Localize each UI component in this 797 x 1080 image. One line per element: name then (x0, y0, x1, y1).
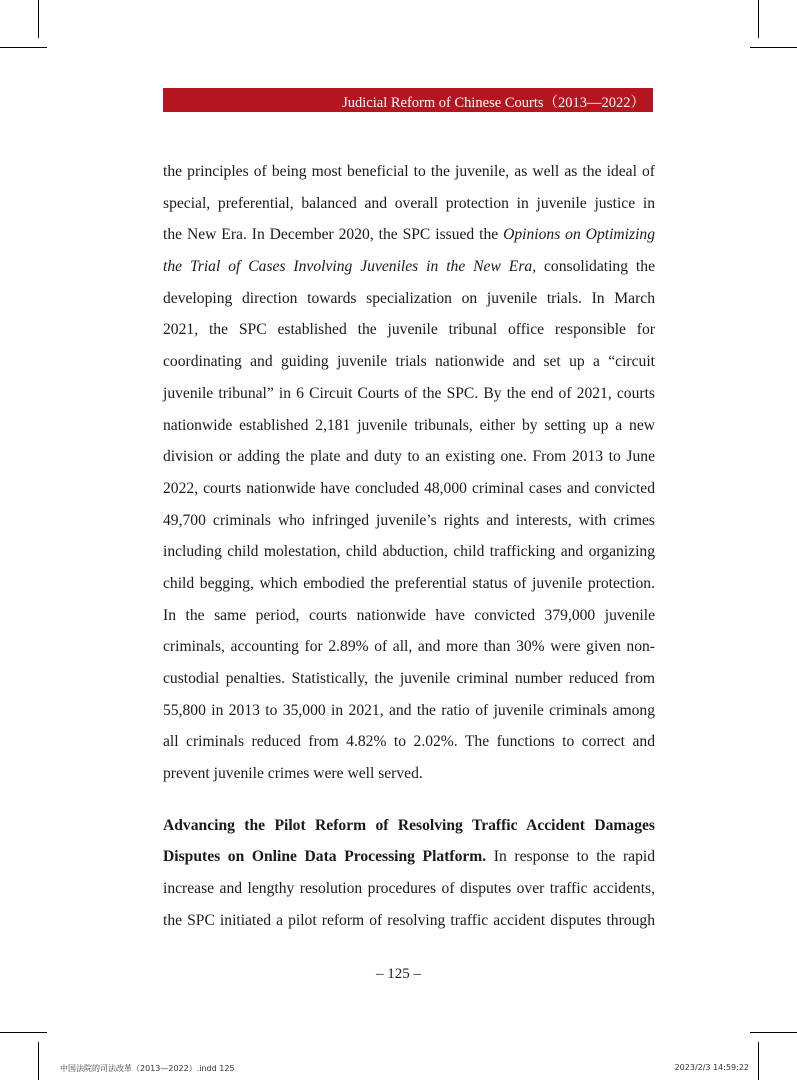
text-line (163, 251, 655, 283)
text-line (163, 695, 655, 727)
text-line (163, 663, 655, 695)
crop-mark (758, 1042, 759, 1080)
text-run: prevent juvenile crimes were well served. (163, 765, 423, 783)
text-run: , consolidating the (532, 258, 655, 276)
text-line (163, 600, 655, 632)
text-line (163, 810, 655, 842)
crop-mark (0, 1032, 47, 1033)
text-run: the Trial of Cases Involving Juveniles in the New Era (163, 258, 533, 276)
text-run: coordinating and guiding juvenile trials nationwide and set up a “circuit (163, 353, 655, 371)
text-run: increase and lengthy resolution procedures of disputes over traffic accidents, (163, 880, 655, 898)
crop-mark (750, 1032, 797, 1033)
page-number: – 125 – (376, 966, 421, 982)
slug-timestamp: 2023/2/3 14:59:22 (674, 1063, 749, 1072)
text-run: 2022, courts nationwide have concluded 48,000 criminal cases and convicted (163, 479, 655, 497)
text-line (163, 473, 655, 505)
text-line (163, 568, 655, 600)
text-line (163, 441, 655, 473)
text-line (163, 841, 655, 873)
text-line (163, 758, 655, 790)
text-run: Opinions on Optimizing (503, 226, 655, 244)
running-header (163, 88, 653, 112)
text-line (163, 314, 655, 346)
crop-mark (38, 0, 39, 38)
text-run: criminals, accounting for 2.89% of all, and more than 30% were given non- (163, 638, 655, 656)
slug-file-name: 中国法院的司法改革（2013—2022）.indd 125 (60, 1064, 235, 1073)
text-run: division or adding the plate and duty to an existing one. From 2013 to June (163, 448, 655, 466)
text-line (163, 505, 655, 537)
text-run: all criminals reduced from 4.82% to 2.02%. The functions to correct and (163, 733, 655, 751)
text-run: juvenile tribunal” in 6 Circuit Courts of the SPC. By the end of 2021, courts (163, 384, 655, 402)
text-line (163, 219, 655, 251)
text-line (163, 905, 655, 937)
text-run: Advancing the Pilot Reform of Resolving Traffic Accident Damages (163, 816, 655, 834)
text-run: special, preferential, balanced and overall protection in juvenile justice in (163, 194, 655, 212)
crop-mark (38, 1042, 39, 1080)
text-run: nationwide established 2,181 juvenile tribunals, either by setting up a new (163, 416, 655, 434)
text-line (163, 631, 655, 663)
text-run: Disputes on Online Data Processing Platform. (163, 848, 487, 866)
text-line (163, 346, 655, 378)
crop-mark (750, 47, 797, 48)
text-line (163, 156, 655, 188)
text-line (163, 410, 655, 442)
text-run: In response to the rapid (486, 848, 656, 866)
paragraph-juvenile-justice (163, 156, 655, 790)
text-run: 2021, the SPC established the juvenile tribunal office responsible for (163, 321, 655, 339)
text-run: the New Era. In December 2020, the SPC issued the (163, 226, 504, 244)
text-line (163, 283, 655, 315)
crop-mark (758, 0, 759, 38)
text-run: the SPC initiated a pilot reform of resolving traffic accident disputes through (163, 911, 655, 929)
text-run: child begging, which embodied the preferential status of juvenile protection. (163, 574, 655, 592)
text-run: the principles of being most beneficial to the juvenile, as well as the ideal of (163, 163, 655, 180)
text-line (163, 188, 655, 220)
running-header-title: Judicial Reform of Chinese Courts（2013—2022） (342, 95, 645, 111)
text-line (163, 378, 655, 410)
crop-mark (0, 47, 47, 48)
text-run: In the same period, courts nationwide have convicted 379,000 juvenile (163, 606, 655, 624)
text-run: custodial penalties. Statistically, the juvenile criminal number reduced from (163, 670, 655, 687)
text-run: developing direction towards specialization on juvenile trials. In March (163, 289, 655, 307)
text-line (163, 536, 655, 568)
text-run: including child molestation, child abduction, child trafficking and organizing (163, 543, 655, 561)
text-run: 49,700 criminals who infringed juvenile’s rights and interests, with crimes (163, 511, 655, 529)
body-text (163, 156, 655, 937)
text-line (163, 726, 655, 758)
text-line (163, 873, 655, 905)
text-run: 55,800 in 2013 to 35,000 in 2021, and the ratio of juvenile criminals among (163, 701, 655, 719)
paragraph-traffic-accident-reform (163, 810, 655, 937)
